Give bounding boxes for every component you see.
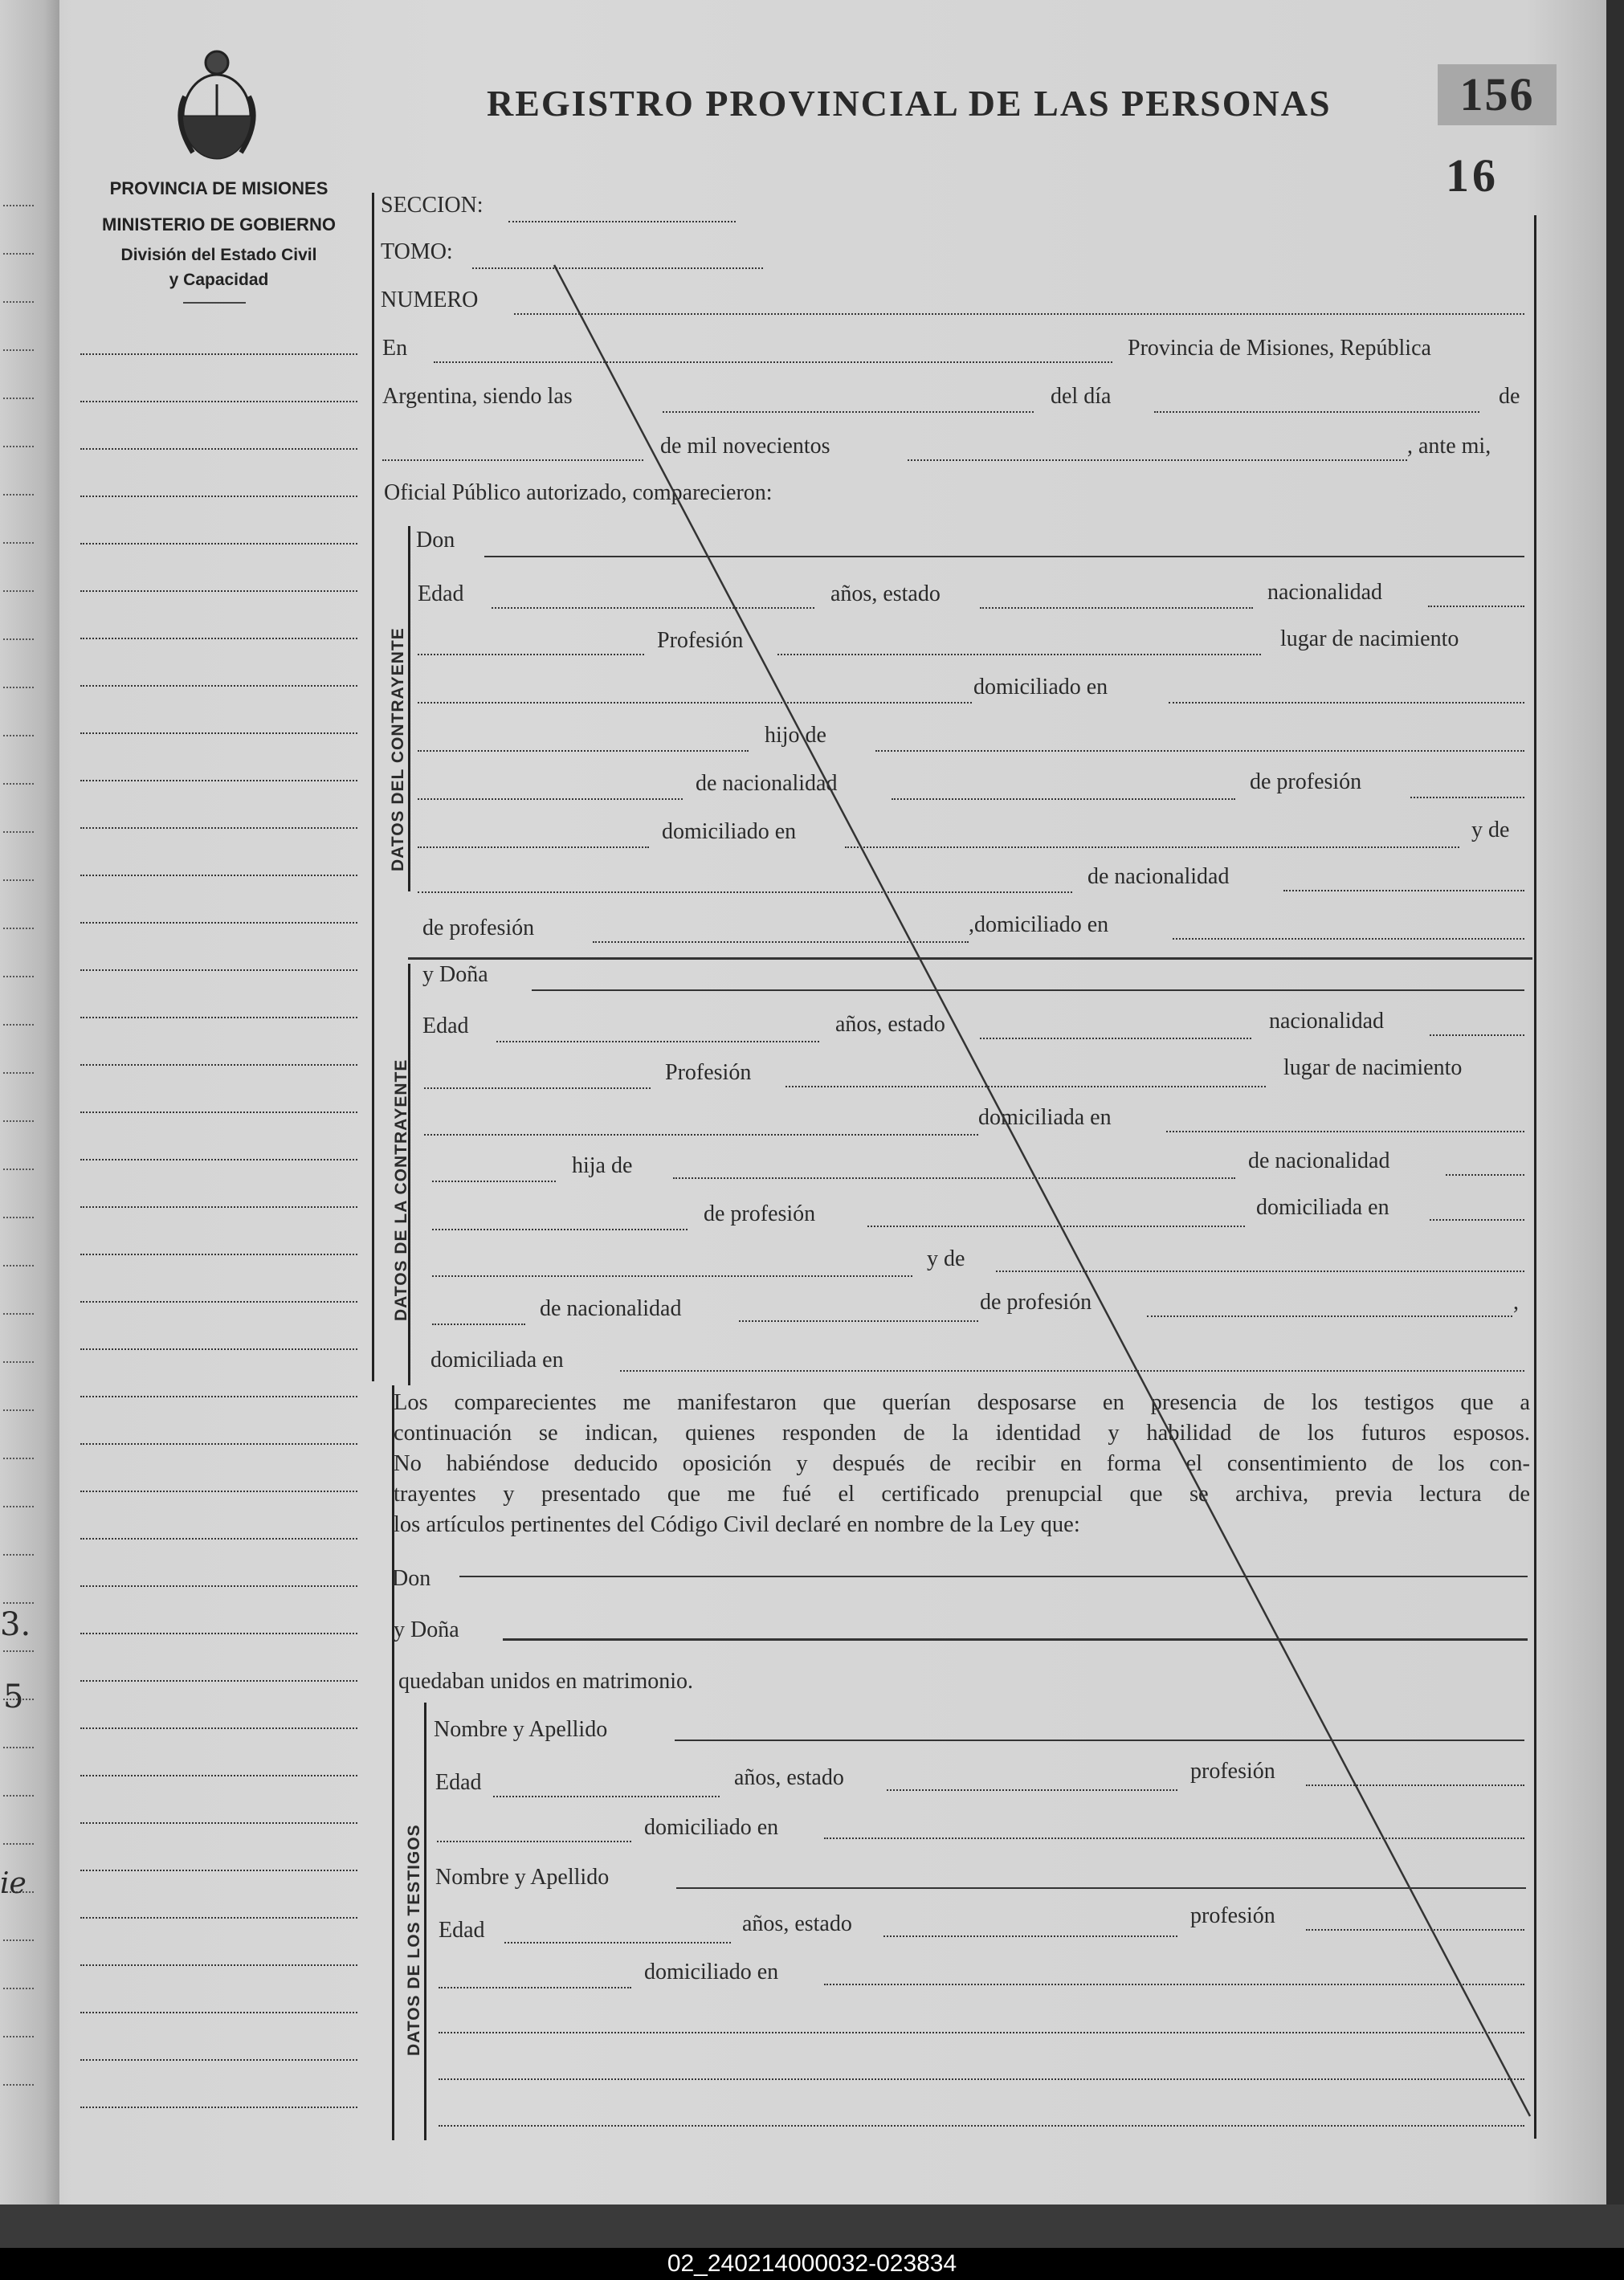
edad-label-f: Edad — [422, 1014, 469, 1038]
de-nacionalidad-label-f: de nacionalidad — [1248, 1148, 1390, 1173]
org-division2: y Capacidad — [169, 271, 269, 289]
de-nacionalidad-label2-f: de nacionalidad — [540, 1296, 682, 1321]
seccion-label: SECCION: — [381, 193, 484, 218]
en-label: En — [382, 336, 408, 361]
dom2-label: domiciliado en — [644, 1960, 779, 1984]
margin-mark: 3. — [0, 1606, 31, 1643]
contrayente-section-label: DATOS DEL CONTRAYENTE — [389, 627, 407, 871]
scan-edge — [0, 2205, 1624, 2248]
hijo-de-label: hijo de — [765, 723, 826, 748]
de-nacionalidad-label: de nacionalidad — [696, 771, 838, 796]
domiciliado-label: domiciliado en — [973, 675, 1108, 699]
de-profesion-label2: de profesión — [422, 916, 535, 940]
nombre2-label: Nombre y Apellido — [435, 1865, 610, 1890]
del-dia-label: del día — [1051, 384, 1112, 409]
folio-stamp: 156 — [1438, 64, 1557, 125]
de-profesion-label2-f: de profesión — [980, 1290, 1092, 1315]
edad1-label: Edad — [435, 1770, 482, 1795]
decl-don-label: Don — [392, 1566, 431, 1591]
de-profesion-label-f: de profesión — [704, 1201, 816, 1226]
mil-label: de mil novecientos — [660, 434, 830, 459]
domiciliada-label: domiciliada en — [978, 1105, 1112, 1130]
profesion-label-f: Profesión — [665, 1060, 752, 1085]
declaration-line: No habiéndose deducido oposición y después de recibir en forma el consentimiento de los con- — [394, 1451, 1530, 1476]
declaration-line: los artículos pertinentes del Código Civil declaré en nombre de la Ley que: — [394, 1512, 1080, 1537]
image-caption: 02_240214000032-023834 — [0, 2248, 1624, 2280]
margin-mark: 5 — [3, 1678, 24, 1715]
declaration-line: trayentes y presentado que me fué el certificado prenupcial que se archiva, previa lectura de — [394, 1482, 1530, 1507]
profesion2-label: profesión — [1190, 1903, 1275, 1928]
edad2-label: Edad — [439, 1918, 485, 1943]
page-number: 16 — [1446, 149, 1499, 202]
lugar-nac-label: lugar de nacimiento — [1280, 626, 1459, 651]
nombre1-label: Nombre y Apellido — [434, 1717, 608, 1742]
anos-estado-label: años, estado — [830, 581, 941, 606]
domiciliada-label2: domiciliada en — [1256, 1195, 1389, 1220]
anos-estado-label-f: años, estado — [835, 1012, 945, 1037]
dona-label: y Doña — [422, 962, 488, 987]
org-province: PROVINCIA DE MISIONES — [109, 178, 328, 198]
argentina-text: Argentina, siendo las — [382, 384, 573, 409]
testigos-section-label: DATOS DE LOS TESTIGOS — [405, 1824, 423, 2056]
org-ministry: MINISTERIO DE GOBIERNO — [102, 214, 336, 235]
oficial-text: Oficial Público autorizado, comparecieron: — [384, 480, 773, 505]
page-title: REGISTRO PROVINCIAL DE LAS PERSONAS — [487, 83, 1332, 124]
domiciliada-label3: domiciliada en — [430, 1348, 564, 1372]
contrayente-f-section-label: DATOS DE LA CONTRAYENTE — [392, 1058, 410, 1321]
org-division: División del Estado Civil — [120, 246, 317, 264]
de-profesion-label: de profesión — [1250, 769, 1362, 794]
anos2-label: años, estado — [742, 1911, 852, 1936]
quedaban-text: quedaban unidos en matrimonio. — [398, 1669, 694, 1694]
comma-text: , — [1513, 1290, 1519, 1315]
declaration-line: Los comparecientes me manifestaron que querían desposarse en presencia de los testigos que a — [394, 1390, 1530, 1415]
edad-label: Edad — [418, 581, 464, 606]
margin-mark: ie — [0, 1867, 27, 1900]
anos1-label: años, estado — [734, 1765, 844, 1790]
provincia-text: Provincia de Misiones, República — [1128, 336, 1431, 361]
de-label: de — [1499, 384, 1520, 409]
nacionalidad-label: nacionalidad — [1267, 580, 1383, 605]
lugar-nac-label-f: lugar de nacimiento — [1283, 1055, 1463, 1080]
declaration-line: continuación se indican, quienes responden de la identidad y habilidad de los futuros esposos. — [394, 1421, 1530, 1446]
dom1-label: domiciliado en — [644, 1815, 779, 1840]
numero-label: NUMERO — [381, 288, 479, 312]
y-de-label-f: y de — [927, 1246, 965, 1271]
profesion1-label: profesión — [1190, 1759, 1275, 1784]
tomo-label: TOMO: — [381, 239, 453, 264]
ante-mi-text: , ante mi, — [1407, 434, 1491, 459]
domiciliado-label2: domiciliado en — [662, 819, 797, 844]
don-label: Don — [416, 528, 455, 553]
hija-de-label: hija de — [572, 1153, 633, 1178]
y-de-label: y de — [1471, 818, 1510, 842]
profesion-label: Profesión — [657, 628, 744, 653]
decl-dona-label: y Doña — [394, 1617, 459, 1642]
de-nacionalidad-label2: de nacionalidad — [1087, 864, 1230, 889]
domiciliado-label3: ,domiciliado en — [969, 912, 1109, 937]
nacionalidad-label-f: nacionalidad — [1269, 1009, 1385, 1034]
